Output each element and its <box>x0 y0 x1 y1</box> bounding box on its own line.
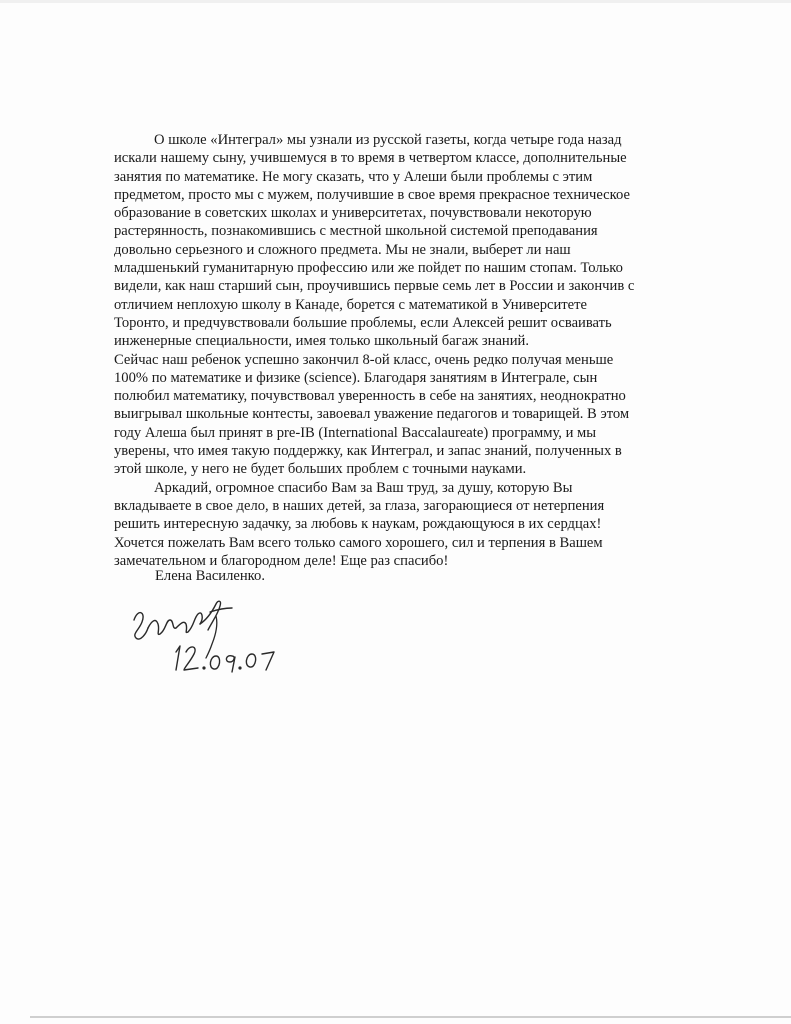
text-line: выигрывал школьные контесты, завоевал уважение педагогов и товарищей. В этом <box>114 406 630 423</box>
text-line: образование в советских школах и университетах, почувствовали некоторую <box>114 205 592 222</box>
text-line: вкладываете в свое дело, в наших детей, за глаза, загорающиеся от нетерпения <box>114 497 605 514</box>
text-line: году Алеша был принят в pre-IB (International Baccalaureate) программу, и мы <box>114 424 597 441</box>
text-line: Аркадий, огромное спасибо Вам за Ваш труд, за душу, которую Вы <box>154 479 573 496</box>
text-line: искали нашему сыну, учившемуся в то время в четвертом классе, дополнительные <box>114 150 627 167</box>
text-line: уверены, что имея такую поддержку, как Интеграл, и запас знаний, полученных в <box>114 443 622 460</box>
text-line: младшенький гуманитарную профессию или же пойдет по нашим стопам. Только <box>114 260 623 277</box>
text-line: О школе «Интеграл» мы узнали из русской газеты, когда четыре года назад <box>154 132 622 148</box>
text-line: предметом, просто мы с мужем, получившие в свое время прекрасное техническое <box>114 186 630 203</box>
text-line: Хочется пожелать Вам всего только самого хорошего, сил и терпения в Вашем <box>114 534 603 551</box>
letter-body <box>114 131 654 570</box>
paragraph-3 <box>114 479 654 570</box>
text-line: 100% по математике и физике (science). Благодаря занятиям в Интеграле, сын <box>114 369 598 386</box>
text-line: растерянность, познакомившись с местной школьной системой преподавания <box>114 223 598 240</box>
text-line: Торонто, и предчувствовали большие проблемы, если Алексей решит осваивать <box>114 314 612 331</box>
text-line: Сейчас наш ребенок успешно закончил 8-ой класс, очень редко получая меньше <box>114 351 614 368</box>
text-line: полюбил математику, почувствовал уверенность в себе на занятиях, неоднократно <box>114 388 626 405</box>
handwritten-signature <box>128 590 288 680</box>
author-name: Елена Василенко. <box>155 568 265 584</box>
text-line: замечательном и благородном деле! Еще раз спасибо! <box>114 552 449 569</box>
paragraph-2 <box>114 351 654 479</box>
text-line: этой школе, у него не будет больших проблем с точными науками. <box>114 461 527 478</box>
text-line: видели, как наш старший сын, проучившись первые семь лет в России и закончив с <box>114 278 635 295</box>
text-line: довольно серьезного и сложного предмета. Мы не знали, выберет ли наш <box>114 241 571 258</box>
scan-edge-bottom <box>30 1016 791 1018</box>
paragraph-1 <box>114 131 654 351</box>
text-line: занятия по математике. Не могу сказать, что у Алеши были проблемы с этим <box>114 168 593 185</box>
scan-edge-top <box>0 0 791 3</box>
text-line: решить интересную задачку, за любовь к наукам, рождающуюся в их сердцах! <box>114 516 602 533</box>
text-line: отличием неплохую школу в Канаде, борется с математикой в Университете <box>114 296 588 313</box>
text-line: инженерные специальности, имея только школьный багаж знаний. <box>114 333 530 350</box>
